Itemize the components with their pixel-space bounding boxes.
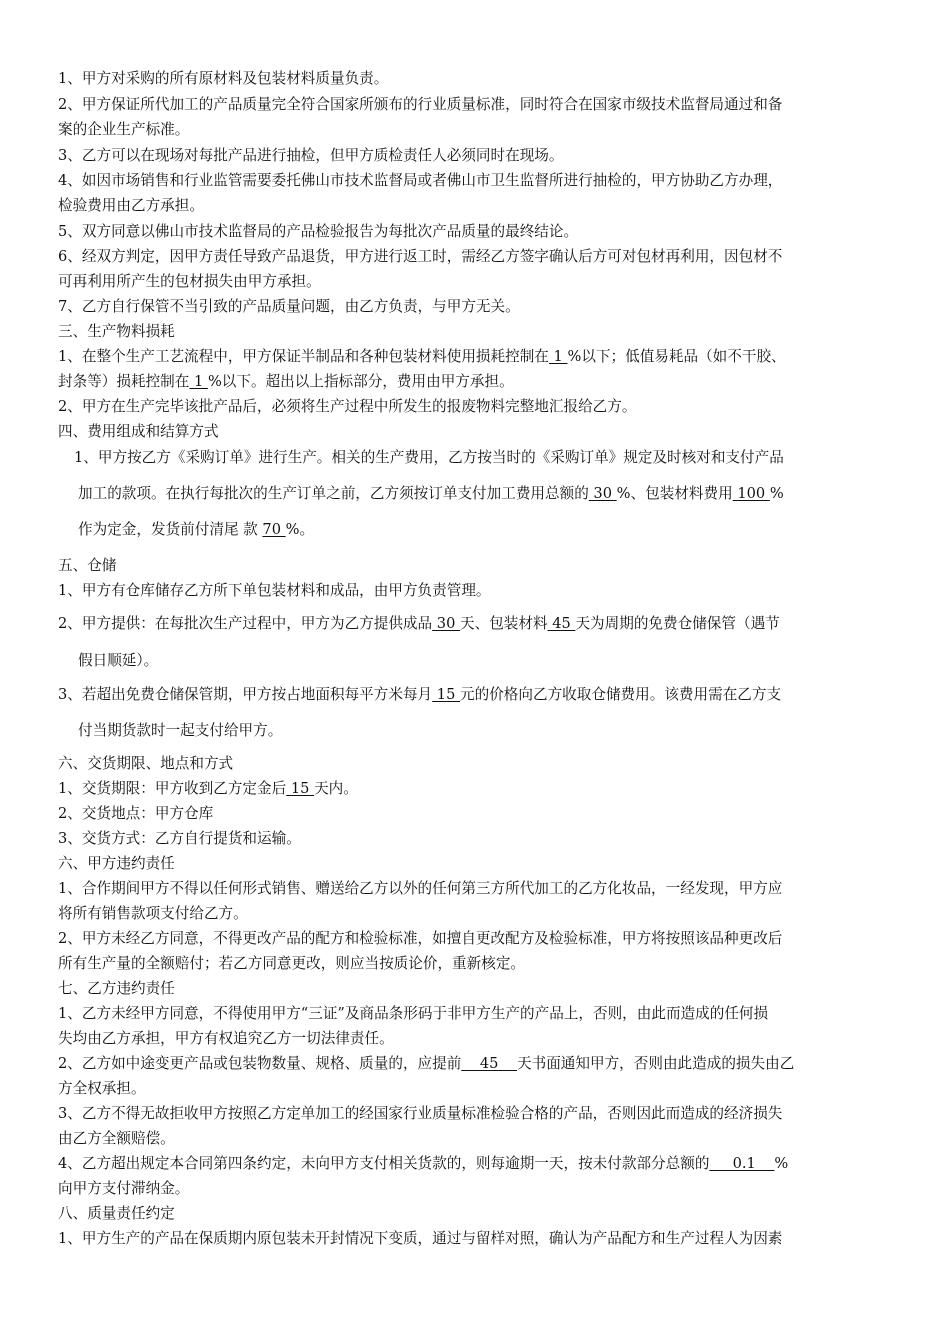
filled-blank: 1 bbox=[189, 373, 208, 390]
clause-line: 6、经双方判定，因甲方责任导致产品退货，甲方进行返工时，需经乙方签字确认后方可对包材再利用，因包材不 bbox=[58, 248, 783, 265]
clause-line: 1、合作期间甲方不得以任何形式销售、赠送给乙方以外的任何第三方所代加工的乙方化妆品，一经发现，甲方应 bbox=[58, 880, 783, 897]
filled-blank: 15 bbox=[432, 686, 460, 703]
clause-line: 方全权承担。 bbox=[58, 1080, 146, 1097]
clause-line: 由乙方全额赔偿。 bbox=[58, 1130, 175, 1147]
clause-line: 7、乙方自行保管不当引致的产品质量问题，由乙方负责，与甲方无关。 bbox=[58, 298, 520, 315]
clause-line: 1、甲方按乙方《采购订单》进行生产。相关的生产费用，乙方按当时的《采购订单》规定及时核对和支付产品 bbox=[74, 449, 784, 466]
filled-blank: 0.1 bbox=[709, 1155, 775, 1172]
clause-line: 2、交货地点：甲方仓库 bbox=[58, 805, 214, 822]
clause-line: 付当期货款时一起支付给甲方。 bbox=[78, 722, 283, 739]
filled-blank: 15 bbox=[286, 780, 315, 797]
clause-line: 3、若超出免费仓储保管期，甲方按占地面积每平方米每月 15 元的价格向乙方收取仓储费用。该费用需在乙方支 bbox=[58, 686, 782, 703]
clause-line: 加工的款项。在执行每批次的生产订单之前，乙方须按订单支付加工费用总额的 30 %、包装材料费用 100 % bbox=[78, 485, 784, 502]
clause-line: 1、交货期限：甲方收到乙方定金后 15 天内。 bbox=[58, 780, 358, 797]
section-heading: 六、甲方违约责任 bbox=[58, 855, 175, 872]
filled-blank: 45 bbox=[547, 615, 576, 632]
section-heading: 八、质量责任约定 bbox=[58, 1205, 175, 1222]
clause-line: 可再利用所产生的包材损失由甲方承担。 bbox=[58, 273, 321, 290]
clause-line: 2、甲方在生产完毕该批产品后，必须将生产过程中所发生的报废物料完整地汇报给乙方。 bbox=[58, 398, 637, 415]
section-heading: 五、仓储 bbox=[58, 557, 117, 574]
clause-line: 1、甲方对采购的所有原材料及包装材料质量负责。 bbox=[58, 70, 389, 87]
section-heading: 七、乙方违约责任 bbox=[58, 980, 175, 997]
clause-line: 2、甲方提供：在每批次生产过程中，甲方为乙方提供成品 30 天、包装材料 45 天为周期的免费仓储保管（遇节 bbox=[58, 615, 780, 632]
clause-line: 3、乙方可以在现场对每批产品进行抽检，但甲方质检责任人必须同时在现场。 bbox=[58, 147, 564, 164]
clause-line: 4、乙方超出规定本合同第四条约定，未向甲方支付相关货款的，则每逾期一天，按未付款部分总额的 0.1 % bbox=[58, 1155, 789, 1172]
clause-line: 1、甲方有仓库储存乙方所下单包装材料和成品，由甲方负责管理。 bbox=[58, 582, 491, 599]
filled-blank: 70 bbox=[262, 521, 286, 538]
clause-line: 假日顺延）。 bbox=[78, 652, 159, 669]
clause-line: 检验费用由乙方承担。 bbox=[58, 197, 204, 214]
clause-line: 3、交货方式：乙方自行提货和运输。 bbox=[58, 830, 301, 847]
clause-line: 2、甲方未经乙方同意，不得更改产品的配方和检验标准，如擅自更改配方及检验标准，甲方将按照该品种更改后 bbox=[58, 930, 783, 947]
clause-line: 2、甲方保证所代加工的产品质量完全符合国家所颁布的行业质量标准，同时符合在国家市级技术监督局通过和备 bbox=[58, 96, 783, 113]
clause-line: 所有生产量的全额赔付；若乙方同意更改，则应当按质论价，重新核定。 bbox=[58, 955, 526, 972]
clause-line: 4、如因市场销售和行业监管需要委托佛山市技术监督局或者佛山市卫生监督所进行抽检的，甲方协助乙方办理， bbox=[58, 172, 783, 189]
clause-line: 将所有销售款项支付给乙方。 bbox=[58, 905, 248, 922]
section-heading: 四、费用组成和结算方式 bbox=[58, 423, 219, 440]
filled-blank: 100 bbox=[732, 485, 770, 502]
clause-line: 案的企业生产标准。 bbox=[58, 121, 190, 138]
clause-line: 5、双方同意以佛山市技术监督局的产品检验报告为每批次产品质量的最终结论。 bbox=[58, 223, 579, 240]
section-heading: 三、生产物料损耗 bbox=[58, 323, 175, 340]
section-heading: 六、交货期限、地点和方式 bbox=[58, 755, 234, 772]
clause-line: 失均由乙方承担，甲方有权追究乙方一切法律责任。 bbox=[58, 1030, 394, 1047]
clause-line: 封条等）损耗控制在 1 %以下。超出以上指标部分，费用由甲方承担。 bbox=[58, 373, 514, 390]
clause-line: 作为定金，发货前付清尾 款 70 %。 bbox=[78, 521, 315, 538]
clause-line: 1、在整个生产工艺流程中，甲方保证半制品和各种包装材料使用损耗控制在 1 %以下；低值易耗品（如不干胶、 bbox=[58, 348, 786, 365]
filled-blank: 45 bbox=[461, 1055, 518, 1072]
filled-blank: 1 bbox=[548, 348, 568, 365]
clause-line: 2、乙方如中途变更产品或包装物数量、规格、质量的，应提前 45 天书面通知甲方，否则由此造成的损失由乙 bbox=[58, 1055, 795, 1072]
filled-blank: 30 bbox=[588, 485, 617, 502]
clause-line: 3、乙方不得无故拒收甲方按照乙方定单加工的经国家行业质量标准检验合格的产品，否则因此而造成的经济损失 bbox=[58, 1105, 783, 1122]
clause-line: 1、乙方未经甲方同意，不得使用甲方“三证”及商品条形码于非甲方生产的产品上，否则，由此而造成的任何损 bbox=[58, 1005, 769, 1022]
clause-line: 向甲方支付滞纳金。 bbox=[58, 1180, 190, 1197]
filled-blank: 30 bbox=[432, 615, 460, 632]
clause-line: 1、甲方生产的产品在保质期内原包装未开封情况下变质，通过与留样对照，确认为产品配方和生产过程人为因素 bbox=[58, 1230, 783, 1247]
